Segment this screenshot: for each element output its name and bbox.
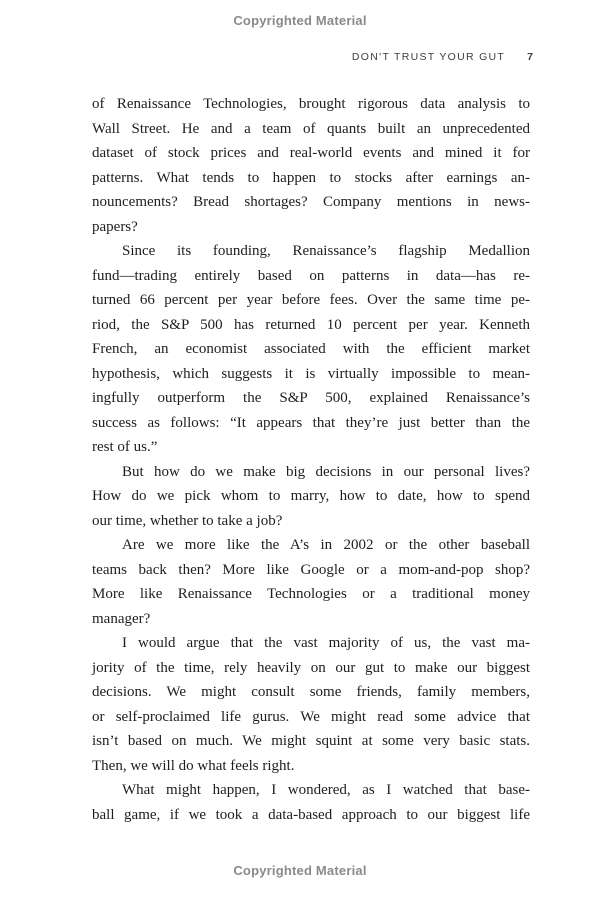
text-line: our time, whether to take a job? (92, 512, 283, 529)
paragraph (92, 460, 530, 534)
text-line: fund—trading entirely based on patterns in data—has re- (92, 267, 530, 284)
text-line: ingfully outperform the S&P 500, explained Renaissance’s (92, 390, 530, 406)
text-line: teams back then? More like Google or a mom-and-pop shop? (92, 561, 530, 578)
text-line: dataset of stock prices and real-world events and mined it for (92, 145, 530, 161)
text-line: Then, we will do what feels right. (92, 757, 295, 774)
text-line: But how do we make big decisions in our personal lives? (122, 463, 530, 480)
page-number: 7 (527, 51, 533, 63)
text-line: decisions. We might consult some friends, family members, (92, 684, 530, 700)
paragraph (92, 239, 530, 460)
text-line: success as follows: “It appears that they’re just better than the (92, 414, 530, 431)
text-line: patterns. What tends to happen to stocks after earnings an- (92, 169, 530, 186)
text-line: How do we pick whom to marry, how to date, how to spend (92, 488, 530, 504)
copyright-notice-top: Copyrighted Material (233, 13, 367, 28)
text-line: isn’t based on much. We might squint at some very basic stats. (92, 733, 530, 749)
paragraph (92, 533, 530, 631)
text-line: Wall Street. He and a team of quants built an unprecedented (92, 120, 530, 137)
text-line: turned 66 percent per year before fees. Over the same time pe- (92, 292, 530, 308)
text-line: riod, the S&P 500 has returned 10 percent per year. Kenneth (92, 316, 530, 333)
paragraph (92, 92, 530, 239)
text-line: Are we more like the A’s in 2002 or the other baseball (122, 537, 530, 553)
text-line: jority of the time, rely heavily on our gut to make our biggest (92, 659, 530, 676)
text-line: rest of us.” (92, 439, 158, 455)
text-line: I would argue that the vast majority of us, the vast ma- (122, 635, 530, 651)
text-line: or self-proclaimed life gurus. We might read some advice that (92, 708, 530, 725)
text-line: ball game, if we took a data-based approach to our biggest life (92, 806, 530, 823)
text-line: Since its founding, Renaissance’s flagship Medallion (122, 243, 530, 259)
text-line: papers? (92, 218, 138, 235)
text-line: manager? (92, 610, 151, 627)
copyright-notice-bottom: Copyrighted Material (233, 863, 367, 878)
text-line: More like Renaissance Technologies or a traditional money (92, 586, 530, 602)
text-line: hypothesis, which suggests it is virtually impossible to mean- (92, 365, 530, 382)
text-line: nouncements? Bread shortages? Company mentions in news- (92, 194, 530, 210)
paragraph (92, 631, 530, 778)
paragraph (92, 778, 530, 827)
text-line: of Renaissance Technologies, brought rigorous data analysis to (92, 96, 530, 112)
running-header (352, 51, 533, 63)
text-line: French, an economist associated with the efficient market (92, 341, 530, 357)
text-line: What might happen, I wondered, as I watched that base- (122, 782, 530, 798)
body-text (92, 92, 530, 827)
running-header-title: DON'T TRUST YOUR GUT (351, 51, 506, 63)
